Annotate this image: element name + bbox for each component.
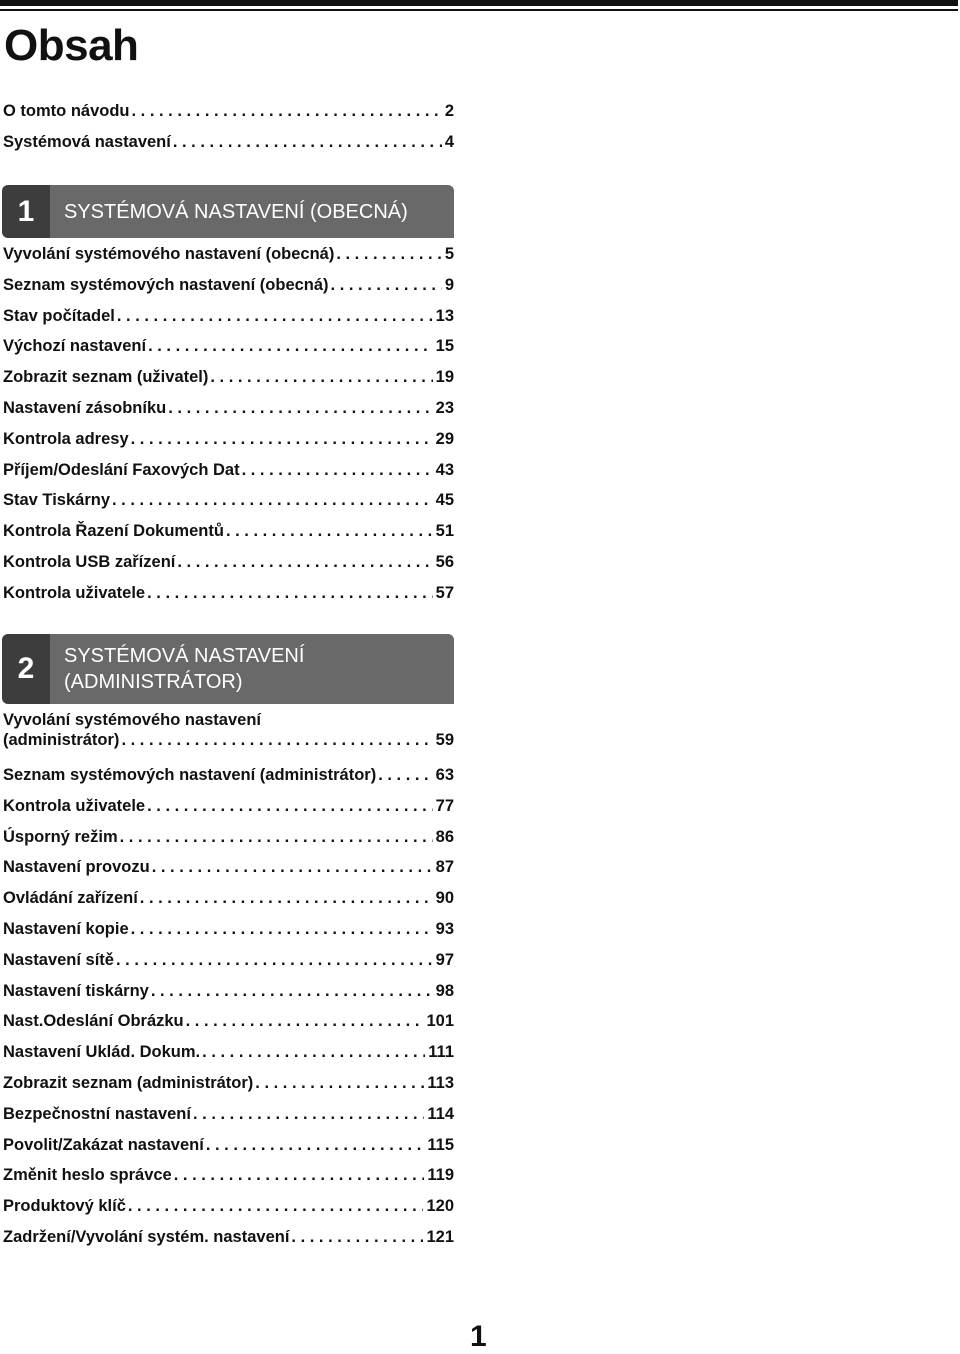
- toc-entry-label: Změnit heslo správce: [3, 1166, 172, 1185]
- toc-entry-page: 98: [435, 981, 454, 1000]
- toc-entry[interactable]: [3, 765, 454, 796]
- toc-entry-page: 13: [435, 306, 454, 325]
- toc-entry-page: 4: [444, 133, 454, 151]
- toc-entry-label: Nastavení tiskárny: [3, 981, 149, 1000]
- toc-leader: [193, 1104, 424, 1124]
- toc-entry-label: Nast.Odeslání Obrázku: [3, 1012, 184, 1031]
- toc-entry[interactable]: [3, 306, 454, 337]
- toc-entry-label: O tomto návodu: [3, 102, 130, 120]
- toc-leader: [121, 730, 432, 750]
- toc-leader: [147, 796, 433, 816]
- section-number: 1: [2, 185, 50, 238]
- toc-entry-label: Zobrazit seznam (administrátor): [3, 1073, 254, 1092]
- toc-entry-page: 2: [444, 102, 454, 120]
- toc-entry-page: 90: [435, 889, 454, 908]
- toc-entry[interactable]: [3, 1135, 454, 1166]
- toc-entry[interactable]: [3, 827, 454, 858]
- toc-leader: [117, 306, 433, 326]
- toc-entry[interactable]: [3, 398, 454, 429]
- toc-section-1: [3, 244, 454, 614]
- toc-entry-label: Úsporný režim: [3, 827, 118, 846]
- toc-entry-label: Nastavení Uklád. Dokum.: [3, 1043, 201, 1062]
- toc-entry-label: Produktový klíč: [3, 1197, 126, 1216]
- toc-leader: [202, 1042, 425, 1062]
- toc-entry[interactable]: [3, 367, 454, 398]
- toc-leader: [152, 857, 433, 877]
- toc-leader: [210, 367, 432, 387]
- toc-entry-label: Příjem/Odeslání Faxových Dat: [3, 460, 240, 479]
- toc-entry-page: 57: [435, 583, 454, 602]
- toc-entry-label: Kontrola uživatele: [3, 583, 146, 602]
- section-header-2: [2, 634, 454, 704]
- toc-entry-label: Ovládání zařízení: [3, 889, 138, 908]
- toc-entry[interactable]: [3, 521, 454, 552]
- toc-entry[interactable]: [3, 710, 454, 765]
- toc-leader: [173, 132, 442, 152]
- toc-entry-label-continued: (administrátor): [3, 731, 120, 749]
- toc-entry-page: 19: [435, 368, 454, 387]
- toc-entry-label: Kontrola Řazení Dokumentů: [3, 522, 224, 541]
- toc-entry-page: 56: [435, 552, 454, 571]
- toc-leader: [291, 1227, 423, 1247]
- section-header-1: [2, 185, 454, 238]
- toc-entry[interactable]: [3, 1011, 454, 1042]
- toc-entry-page: 93: [435, 919, 454, 938]
- toc-entry-page: 115: [427, 1135, 454, 1154]
- toc-entry-page: 23: [435, 398, 454, 417]
- toc-entry[interactable]: [3, 950, 454, 981]
- toc-entry-page: 59: [435, 731, 454, 749]
- section-heading: [50, 185, 454, 238]
- toc-entry-label: Nastavení zásobníku: [3, 398, 167, 417]
- toc-entry-label: Kontrola USB zařízení: [3, 552, 176, 571]
- toc-entry-label: Zobrazit seznam (uživatel): [3, 368, 209, 387]
- toc-leader: [206, 1135, 425, 1155]
- toc-leader: [242, 460, 433, 480]
- toc-entry[interactable]: [3, 1042, 454, 1073]
- toc-entry-page: 29: [435, 429, 454, 448]
- toc-entry[interactable]: [3, 1073, 454, 1104]
- toc-leader: [174, 1165, 425, 1185]
- toc-leader: [186, 1011, 424, 1031]
- section-heading-line: SYSTÉMOVÁ NASTAVENÍ (OBECNÁ): [64, 200, 408, 223]
- toc-leader: [226, 521, 433, 541]
- toc-entry-label: Stav počítadel: [3, 306, 115, 325]
- toc-entry-page: 51: [435, 522, 454, 541]
- toc-entry[interactable]: [3, 1104, 454, 1135]
- toc-entry-page: 97: [435, 950, 454, 969]
- toc-entry-page: 114: [427, 1104, 454, 1123]
- toc-entry-label: Vyvolání systémového nastavení: [3, 711, 261, 729]
- toc-entry-page: 9: [444, 275, 454, 294]
- toc-leader: [378, 765, 432, 785]
- toc-entry-label: Nastavení sítě: [3, 950, 114, 969]
- toc-entry-page: 113: [427, 1073, 454, 1092]
- toc-entry-label: Nastavení provozu: [3, 858, 150, 877]
- toc-entry-label: Povolit/Zakázat nastavení: [3, 1135, 204, 1154]
- toc-leader: [177, 552, 432, 572]
- toc-entry-label: Seznam systémových nastavení (administrátor): [3, 766, 377, 784]
- toc-entry-label: Vyvolání systémového nastavení (obecná): [3, 245, 335, 263]
- toc-entry-page: 111: [428, 1043, 454, 1062]
- section-number: 2: [2, 634, 50, 704]
- toc-entry-label: Kontrola adresy: [3, 429, 129, 448]
- toc-entry-page: 43: [435, 460, 454, 479]
- toc-entry-page: 5: [444, 245, 454, 263]
- toc-entry-page: 45: [435, 491, 454, 510]
- toc-entry[interactable]: [3, 132, 454, 163]
- toc-entry-page: 77: [435, 796, 454, 815]
- toc-leader: [128, 1196, 424, 1216]
- toc-leader: [147, 583, 433, 603]
- toc-entry-label: Bezpečnostní nastavení: [3, 1104, 191, 1123]
- toc-entry[interactable]: [3, 275, 454, 306]
- toc-entry-label: Seznam systémových nastavení (obecná): [3, 275, 329, 294]
- toc-leader: [131, 429, 433, 449]
- toc-leader: [148, 336, 433, 356]
- toc-entry[interactable]: [3, 857, 454, 888]
- toc-entry[interactable]: [3, 429, 454, 460]
- page-number: 1: [470, 1320, 487, 1353]
- toc-intro: [3, 101, 454, 163]
- toc-entry-label: Systémová nastavení: [3, 133, 171, 151]
- toc-leader: [120, 827, 433, 847]
- toc-entry-page: 86: [435, 827, 454, 846]
- toc-entry[interactable]: [3, 981, 454, 1012]
- top-rule-thin: [0, 9, 958, 11]
- toc-leader: [112, 490, 433, 510]
- top-rule-thick: [0, 0, 958, 6]
- toc-leader: [116, 950, 433, 970]
- toc-leader: [168, 398, 432, 418]
- toc-leader: [132, 101, 442, 121]
- toc-entry-label: Výchozí nastavení: [3, 337, 147, 356]
- toc-entry[interactable]: [3, 490, 454, 521]
- toc-entry-page: 121: [426, 1227, 454, 1246]
- toc-entry[interactable]: [3, 796, 454, 827]
- toc-entry-page: 120: [426, 1197, 454, 1216]
- toc-entry-page: 63: [435, 766, 454, 784]
- toc-entry[interactable]: [3, 919, 454, 950]
- toc-leader: [331, 275, 442, 295]
- toc-leader: [131, 919, 433, 939]
- toc-entry[interactable]: [3, 583, 454, 614]
- page-title: Obsah: [4, 21, 139, 70]
- toc-entry[interactable]: [3, 336, 454, 367]
- toc-entry-label: Nastavení kopie: [3, 919, 129, 938]
- toc-entry[interactable]: [3, 244, 454, 275]
- toc-entry[interactable]: [3, 1165, 454, 1196]
- toc-section-2: [3, 710, 454, 1258]
- toc-entry-label: Kontrola uživatele: [3, 796, 146, 815]
- section-heading-line: SYSTÉMOVÁ NASTAVENÍ: [64, 645, 305, 667]
- toc-leader: [255, 1073, 424, 1093]
- toc-entry-page: 87: [435, 858, 454, 877]
- toc-leader: [151, 981, 433, 1001]
- toc-entry-page: 101: [426, 1012, 454, 1031]
- toc-entry-page: 15: [435, 337, 454, 356]
- toc-entry-label: Stav Tiskárny: [3, 491, 111, 510]
- toc-leader: [336, 244, 441, 264]
- toc-leader: [140, 888, 433, 908]
- toc-entry-page: 119: [427, 1166, 454, 1185]
- toc-entry[interactable]: [3, 552, 454, 583]
- toc-entry[interactable]: [3, 1196, 454, 1227]
- toc-entry[interactable]: [3, 101, 454, 132]
- toc-entry[interactable]: [3, 1227, 454, 1258]
- section-heading: [50, 634, 454, 704]
- section-heading-line: (ADMINISTRÁTOR): [64, 671, 243, 693]
- toc-entry[interactable]: [3, 460, 454, 491]
- toc-entry[interactable]: [3, 888, 454, 919]
- toc-entry-label: Zadržení/Vyvolání systém. nastavení: [3, 1227, 290, 1246]
